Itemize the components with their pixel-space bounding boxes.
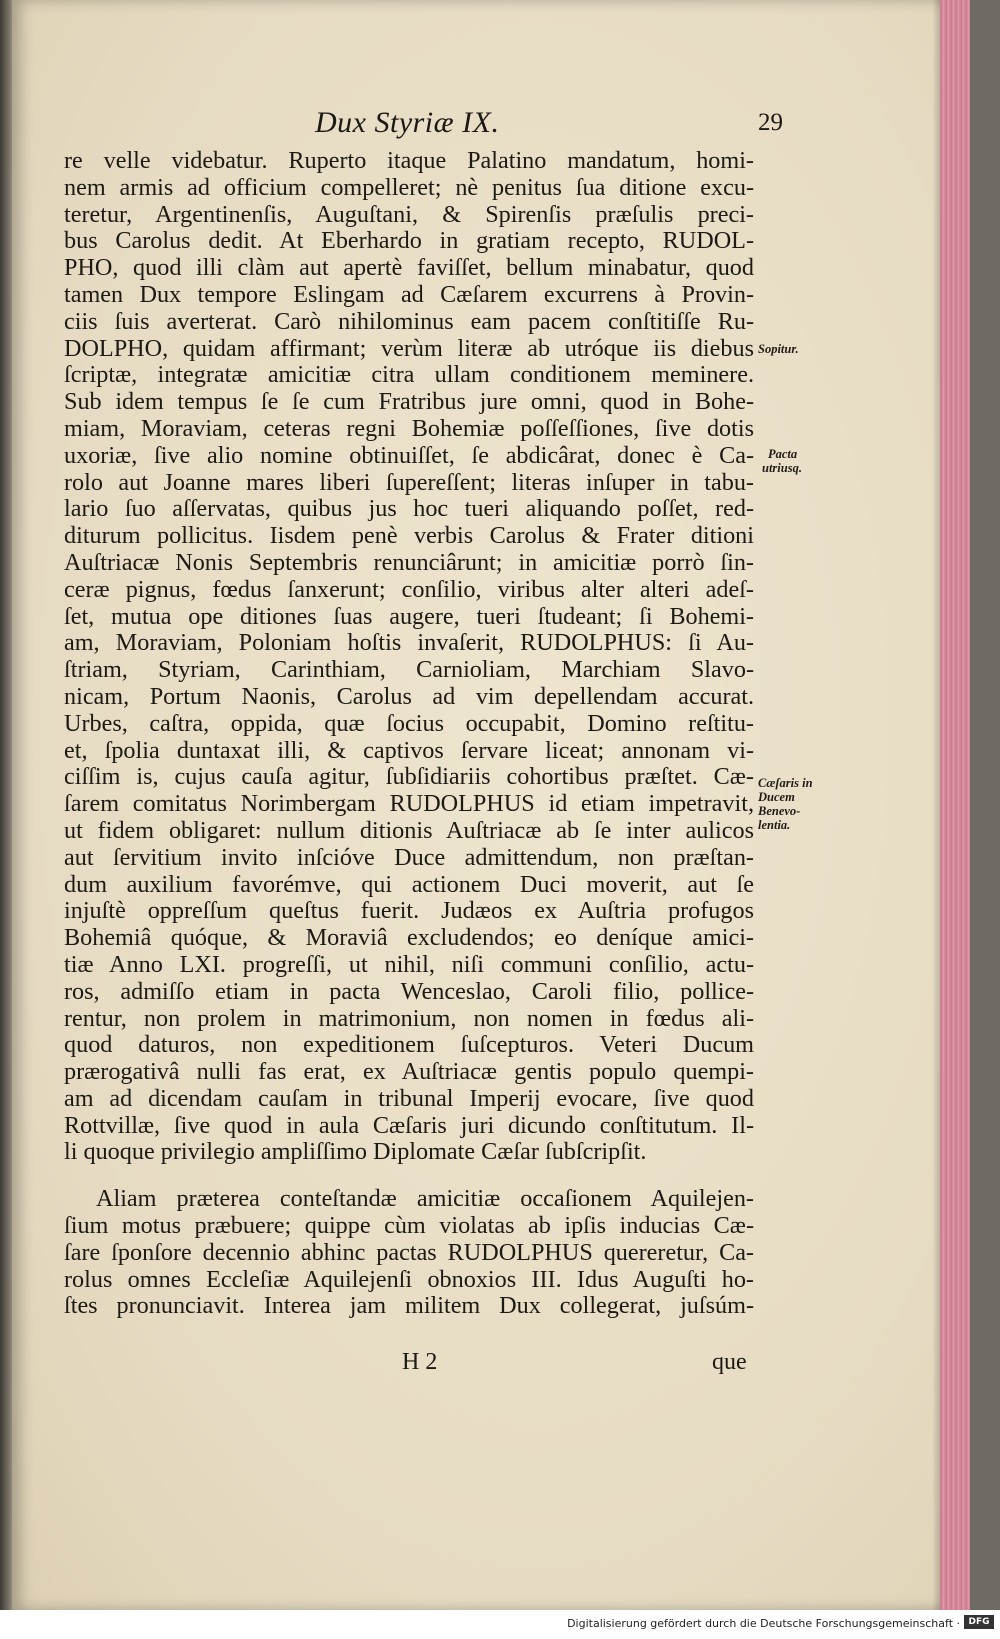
- running-title: Dux Styriæ IX.: [315, 106, 500, 139]
- text-line: ros, admiſſo etiam in pacta Wenceslao, Caroli filio, pollice-: [64, 977, 754, 1005]
- page-edge-shadow: [932, 0, 940, 1610]
- text-line: rentur, non prolem in matrimonium, non nomen in fœdus ali-: [64, 1004, 754, 1032]
- text-line: prærogativâ nulli fas erat, ex Auſtriacæ gentis populo quempi-: [64, 1058, 754, 1086]
- text-line: injuſtè oppreſſum queſtus fuerit. Judæos ex Auſtria profugos: [64, 897, 754, 925]
- text-line: tamen Dux tempore Eslingam ad Cæſarem excurrens à Provin-: [64, 280, 754, 308]
- body-text: [64, 148, 754, 1320]
- text-line: Urbes, caſtra, oppida, quæ ſocius occupabit, Domino reſtitu-: [64, 709, 754, 737]
- text-line: nem armis ad officium compelleret; nè penitus ſua ditione excu-: [64, 173, 754, 201]
- text-line: dum auxilium favorémve, qui actionem Duci moverit, aut ſe: [64, 870, 754, 898]
- catchword: que: [712, 1349, 747, 1375]
- margin-note-sopitur: Sopitur.: [758, 342, 799, 356]
- text-line: ſarem comitatus Norimbergam RUDOLPHUS id etiam impetravit,: [64, 790, 754, 818]
- text-line: ceræ pignus, fœdus ſanxerunt; conſilio, viribus alter alteri adeſ-: [64, 575, 754, 603]
- text-line: diturum pollicitus. Iisdem penè verbis Carolus & Frater ditioni: [64, 522, 754, 550]
- text-line: lario ſuo aſſervatas, quibus jus hoc tueri aliquando poſſet, red-: [64, 495, 754, 523]
- text-line: PHO, quod illi clàm aut apertè faviſſet, bellum minabatur, quod: [64, 254, 754, 282]
- text-line: DOLPHO, quidam affirmant; verùm literæ ab utróque iis diebus: [64, 334, 754, 362]
- text-line: uxoriæ, ſive alio nomine obtinuiſſet, ſe abdicârat, donec è Ca-: [64, 441, 754, 469]
- text-line: ſtriam, Styriam, Carinthiam, Carnioliam, Marchiam Slavo-: [64, 656, 754, 684]
- text-line: miam, Moraviam, ceteras regni Bohemiæ poſſeſſiones, ſive dotis: [64, 414, 754, 442]
- text-line: ciis ſuis averterat. Carò nihilominus eam pacem conſtitiſſe Ru-: [64, 307, 754, 335]
- dfg-logo: DFG: [964, 1615, 994, 1629]
- text-line: am ad dicendam cauſam in tribunal Imperij evocare, ſive quod: [64, 1084, 754, 1112]
- text-line: am, Moraviam, Poloniam hoſtis invaſerit, RUDOLPHUS: ſi Au-: [64, 629, 754, 657]
- text-line: ſet, mutua ope ditiones ſuas augere, tueri ſtudeant; ſi Bohemi-: [64, 602, 754, 630]
- text-line: ſare ſponſore decennio abhinc pactas RUDOLPHUS quereretur, Ca-: [64, 1238, 754, 1266]
- book-page: [12, 0, 970, 1610]
- text-line: bus Carolus dedit. At Eberhardo in gratiam recepto, RUDOL-: [64, 227, 754, 255]
- text-line: Aliam præterea conteſtandæ amicitiæ occaſionem Aquilejen-: [96, 1185, 754, 1213]
- text-line: re velle videbatur. Ruperto itaque Palatino mandatum, homi-: [64, 147, 754, 174]
- signature-mark: H 2: [402, 1349, 438, 1375]
- text-line: rolus omnes Eccleſiæ Aquilejenſi obnoxios III. Idus Auguſti ho-: [64, 1265, 754, 1293]
- page-number: 29: [758, 109, 783, 136]
- text-line: quod daturos, non expeditionem ſuſcepturos. Veteri Ducum: [64, 1031, 754, 1059]
- text-line: Rottvillæ, ſive quod in aula Cæſaris juri dicundo conſtitutum. Il-: [64, 1111, 754, 1139]
- margin-note-caesaris: Cæſaris in Ducem Benevo- lentia.: [758, 776, 813, 832]
- text-line: Auſtriacæ Nonis Septembris renunciârunt; in amicitiæ porrò ſin-: [64, 548, 754, 576]
- page-header: [12, 106, 970, 146]
- text-line: aut ſervitium invito inſcióve Duce admittendum, non præſtan-: [64, 843, 754, 871]
- text-line: Bohemiâ quóque, & Moraviâ excludendos; eo deníque amici-: [64, 924, 754, 952]
- text-line: teretur, Argentinenſis, Auguſtani, & Spirenſis præſulis preci-: [64, 200, 754, 228]
- text-line: rolo aut Joanne mares liberi ſupereſſent; literas inſuper in tabu-: [64, 468, 754, 496]
- text-line: ſtes pronunciavit. Interea jam militem Dux collegerat, juſsúm-: [64, 1292, 754, 1320]
- text-line: ut fidem obligaret: nullum ditionis Auſtriacæ ab ſe inter aulicos: [64, 816, 754, 844]
- margin-note-pacta: Pacta utriusq.: [762, 447, 802, 475]
- text-line: Sub idem tempus ſe ſe cum Fratribus jure omni, quod in Bohe-: [64, 388, 754, 416]
- text-line: ciſſim is, cujus cauſa agitur, ſubſidiariis cohortibus præſtet. Cæ-: [64, 763, 754, 791]
- paragraph-gap: [64, 1166, 754, 1186]
- page-edge-red: [940, 0, 970, 1610]
- text-line: nicam, Portum Naonis, Carolus ad vim depellendam accurat.: [64, 682, 754, 710]
- text-line: ſcriptæ, integratæ amicitiæ citra ullam conditionem meminere.: [64, 361, 754, 389]
- digitization-notice: Digitalisierung gefördert durch die Deutsche Forschungsgemeinschaft ·: [567, 1617, 960, 1630]
- text-line: tiæ Anno LXI. progreſſi, ut nihil, niſi communi conſilio, actu-: [64, 950, 754, 978]
- text-line: li quoque privilegio ampliſſimo Diplomate Cæſar ſubſcripſit.: [64, 1138, 647, 1166]
- text-line: ſium motus præbuere; quippe cùm violatas ab ipſis inducias Cæ-: [64, 1212, 754, 1240]
- text-line: et, ſpolia duntaxat illi, & captivos ſervare liceat; annonam vi-: [64, 736, 754, 764]
